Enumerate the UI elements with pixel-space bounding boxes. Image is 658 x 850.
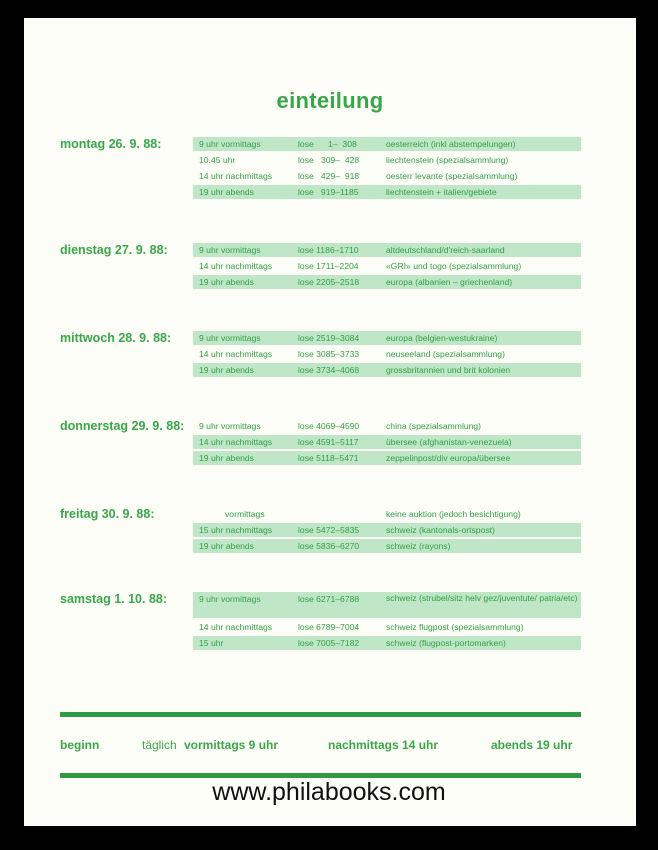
schedule-row <box>193 620 581 634</box>
session-time: 10.45 uhr <box>199 155 236 165</box>
session-content: oesterr levante (spezialsammlung) <box>386 171 518 181</box>
session-content: schweiz flugpost (spezialsammlung) <box>386 622 524 632</box>
schedule-row <box>193 419 581 433</box>
lot-range: lose 4591–5117 <box>298 437 359 447</box>
session-content: schweiz (strubel/sitz helv gez/juventute/ patria/etc) <box>386 593 578 603</box>
lot-range: lose 1– 308 <box>298 139 357 149</box>
session-time: 14 uhr nachmittags <box>199 171 273 181</box>
opening-hours-footer <box>60 738 581 754</box>
session-time: 15 uhr <box>199 638 224 648</box>
schedule-row <box>193 539 581 553</box>
session-time: 9 uhr vormittags <box>199 333 261 343</box>
session-content: europa (belgien-westukraine) <box>386 333 498 343</box>
day-label: donnerstag 29. 9. 88: <box>60 419 185 433</box>
lot-range: lose 309– 428 <box>298 155 360 165</box>
lot-range: lose 6789–7004 <box>298 622 360 632</box>
schedule-row <box>193 169 581 183</box>
auction-schedule-page <box>24 18 636 826</box>
session-time: 9 uhr vormittags <box>199 594 261 604</box>
lot-range: lose 919–1185 <box>298 187 359 197</box>
schedule-row <box>193 523 581 537</box>
session-time: 9 uhr vormittags <box>199 245 261 255</box>
session-time: 9 uhr vormittags <box>199 421 261 431</box>
lot-range: lose 2205–2518 <box>298 277 360 287</box>
footer-afternoon-time: nachmittags 14 uhr <box>328 738 439 752</box>
session-time: 19 uhr abends <box>199 365 254 375</box>
schedule-row <box>193 507 581 521</box>
session-time: 14 uhr nachmittags <box>199 349 273 359</box>
footer-morning-time: vormittags 9 uhr <box>184 738 279 752</box>
lot-range: lose 6271–6788 <box>298 594 360 604</box>
lot-range: lose 5118–5471 <box>298 453 359 463</box>
footer-evening-time: abends 19 uhr <box>491 738 573 752</box>
lot-range: lose 4069–4590 <box>298 421 360 431</box>
lot-range: lose 3734–4068 <box>298 365 360 375</box>
session-time: 15 uhr nachmittags <box>199 525 273 535</box>
lot-range: lose 7005–7182 <box>298 638 360 648</box>
session-content: grossbritannien und brit kolonien <box>386 365 511 375</box>
page-title: einteilung <box>276 88 384 113</box>
schedule-row <box>193 435 581 449</box>
day-label: dienstag 27. 9. 88: <box>60 243 168 257</box>
top-divider-bar <box>60 712 581 717</box>
session-time: 19 uhr abends <box>199 453 254 463</box>
day-label: mittwoch 28. 9. 88: <box>60 331 172 345</box>
schedule-row <box>193 347 581 361</box>
session-time: 19 uhr abends <box>199 541 254 551</box>
session-time: vormittags <box>225 509 265 519</box>
session-content: «GRI» und togo (spezialsammlung) <box>386 261 522 271</box>
session-content: liechtenstein + italien/gebiete <box>386 187 497 197</box>
day-label: montag 26. 9. 88: <box>60 137 162 151</box>
session-content: altdeutschland/d'reich-saarland <box>386 245 505 255</box>
session-content: zeppelinpost/div europa/übersee <box>386 453 511 463</box>
schedule-row <box>193 592 581 618</box>
schedule-row <box>193 363 581 377</box>
schedule-row <box>193 243 581 257</box>
lot-range: lose 2519–3084 <box>298 333 360 343</box>
session-content: liechtenstein (spezialsammlung) <box>386 155 509 165</box>
session-content: neuseeland (spezialsammlung) <box>386 349 505 359</box>
session-content: oesterreich (inkl abstempelungen) <box>386 139 516 149</box>
footer-beginn: beginn <box>60 738 100 752</box>
day-label: freitag 30. 9. 88: <box>60 507 155 521</box>
lot-range: lose 5472–5835 <box>298 525 360 535</box>
day-label: samstag 1. 10. 88: <box>60 592 168 606</box>
session-time: 9 uhr vormittags <box>199 139 261 149</box>
schedule-row <box>193 275 581 289</box>
lot-range: lose 3085–3733 <box>298 349 360 359</box>
schedule-row <box>193 636 581 650</box>
lot-range: lose 1186–1710 <box>298 245 359 255</box>
schedule-row <box>193 185 581 199</box>
session-content: übersee (afghanistan-venezuela) <box>386 437 512 447</box>
lot-range: lose 5836–6270 <box>298 541 360 551</box>
schedule-row <box>193 259 581 273</box>
session-content: keine auktion (jedoch besichtigung) <box>386 509 521 519</box>
footer-daily: täglich <box>142 738 177 752</box>
session-content: schweiz (kantonals-ortspost) <box>386 525 495 535</box>
session-time: 14 uhr nachmittags <box>199 622 273 632</box>
lot-range: lose 1711–2204 <box>298 261 359 271</box>
schedule-row <box>193 137 581 151</box>
session-content: schweiz (flugpost-portomarken) <box>386 638 506 648</box>
session-time: 14 uhr nachmittags <box>199 261 273 271</box>
lot-range: lose 429– 918 <box>298 171 360 181</box>
session-content: europa (albanien – griechenland) <box>386 277 513 287</box>
session-content: china (spezialsammlung) <box>386 421 482 431</box>
schedule-row <box>193 331 581 345</box>
schedule-row <box>193 153 581 167</box>
session-content: schweiz (rayons) <box>386 541 451 551</box>
session-time: 19 uhr abends <box>199 277 254 287</box>
session-time: 19 uhr abends <box>199 187 254 197</box>
schedule-row <box>193 451 581 465</box>
session-time: 14 uhr nachmittags <box>199 437 273 447</box>
website-watermark: www.philabooks.com <box>212 778 446 806</box>
